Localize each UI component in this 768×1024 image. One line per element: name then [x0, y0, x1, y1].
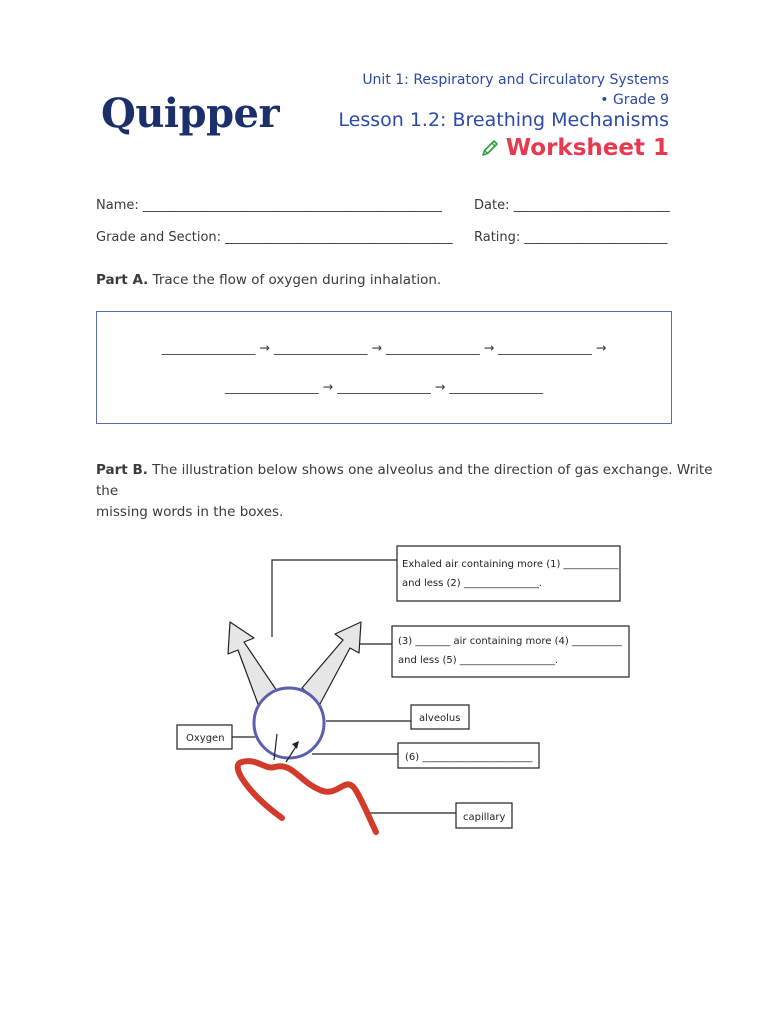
alveolus-circle: [254, 688, 324, 758]
quipper-logo: Quipper: [101, 90, 280, 137]
connector-exhaled: [272, 560, 397, 637]
date-field[interactable]: Date: ________________________: [474, 198, 670, 213]
capillary-vessel: [238, 761, 376, 832]
box2-line1[interactable]: (3) _______ air containing more (4) __________: [398, 636, 622, 647]
flow-row-1[interactable]: _______________ → _______________ → _______________ → _______________ →: [161, 340, 607, 355]
grade-section-field[interactable]: Grade and Section: ___________________________________: [96, 230, 453, 245]
box1-line2[interactable]: and less (2) _______________.: [402, 578, 543, 589]
box-exhaled-air: [397, 546, 620, 601]
part-a-label: Part A.: [96, 272, 149, 288]
part-b-label: Part B.: [96, 462, 148, 478]
oxygen-label: Oxygen: [186, 733, 225, 744]
part-b-text-2: missing words in the boxes.: [96, 504, 284, 520]
worksheet-label: Worksheet 1: [505, 135, 669, 161]
name-field[interactable]: Name: ______________________________________________: [96, 198, 442, 213]
inhale-arrow: [302, 622, 361, 704]
box-inhaled-air: [392, 626, 629, 677]
grade-label: • Grade 9: [600, 92, 669, 108]
lesson-title: Lesson 1.2: Breathing Mechanisms: [338, 109, 669, 131]
box6-label[interactable]: (6) ______________________: [405, 752, 533, 763]
part-a-text: Trace the flow of oxygen during inhalation.: [148, 272, 442, 288]
box2-line2[interactable]: and less (5) ___________________.: [398, 655, 559, 666]
unit-title: Unit 1: Respiratory and Circulatory Systems: [362, 72, 669, 88]
capillary-label: capillary: [463, 812, 506, 823]
part-b-text-1: The illustration below shows one alveolus and the direction of gas exchange. Write the: [96, 462, 713, 499]
box1-line1[interactable]: Exhaled air containing more (1) ___________: [402, 559, 619, 570]
rating-field[interactable]: Rating: ______________________: [474, 230, 668, 245]
alveolus-label: alveolus: [419, 713, 461, 724]
flow-row-2[interactable]: _______________ → _______________ → _______________: [224, 379, 544, 394]
